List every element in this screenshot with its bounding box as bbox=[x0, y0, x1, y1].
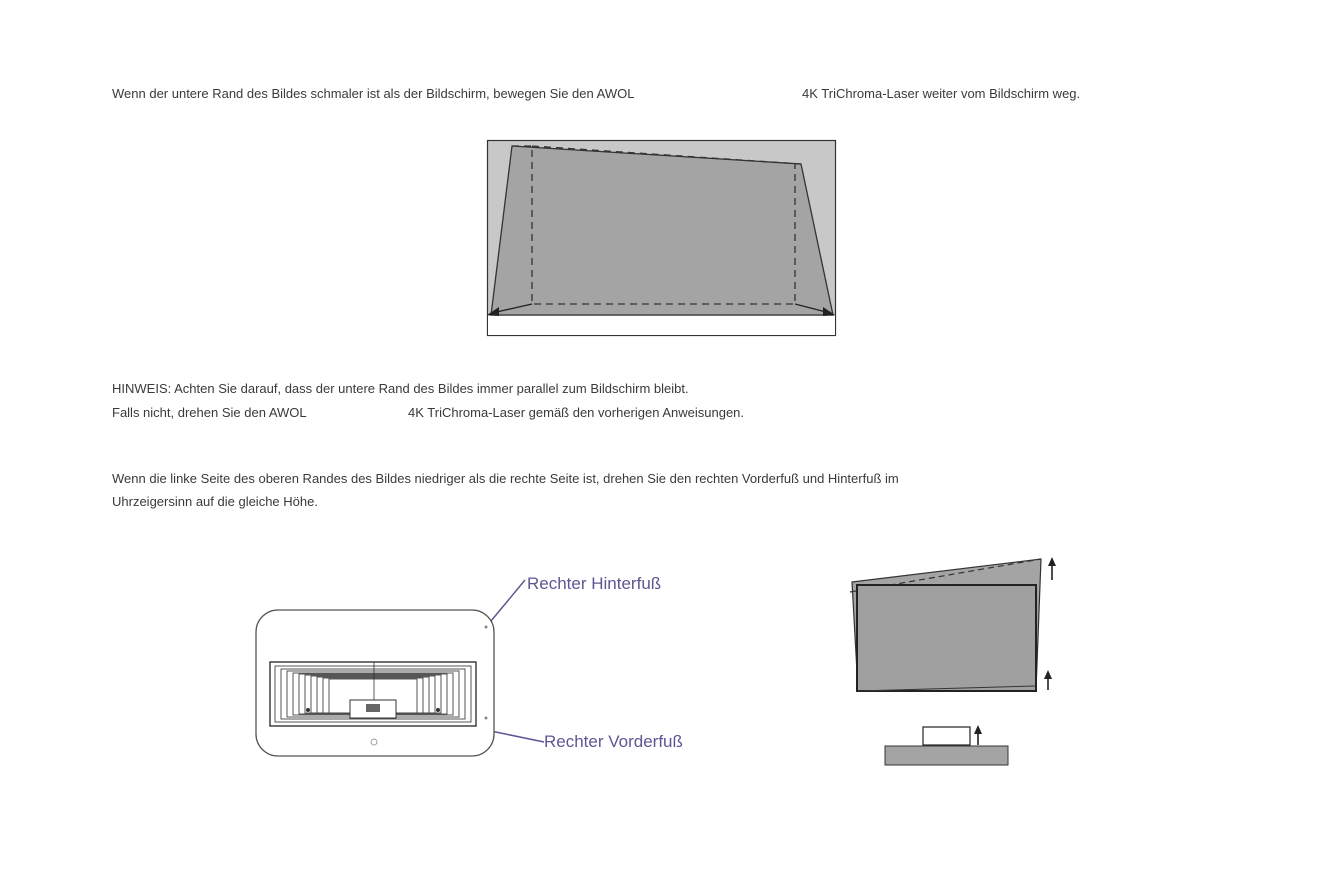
instruction-left-side-line2: Uhrzeigersinn auf die gleiche Höhe. bbox=[112, 494, 318, 509]
instruction-bottom-edge-part2: 4K TriChroma-Laser weiter vom Bildschirm weg. bbox=[802, 86, 1081, 101]
note-line2-part2: 4K TriChroma-Laser gemäß den vorherigen Anweisungen. bbox=[408, 405, 745, 420]
instruction-bottom-edge-part1: Wenn der untere Rand des Bildes schmaler ist als der Bildschirm, bewegen Sie den AWOL bbox=[112, 86, 635, 101]
trapezoid-keystone-diagram bbox=[487, 140, 836, 336]
tilted-image-adjustment-diagram bbox=[846, 556, 1066, 768]
note-line2-part1: Falls nicht, drehen Sie den AWOL bbox=[112, 405, 307, 420]
projector-rear-view-diagram bbox=[250, 570, 550, 760]
instruction-left-side-line1: Wenn die linke Seite des oberen Randes des Bildes niedriger als die rechte Seite ist, drehen Sie den rechten Vorderfuß und Hinterfuß im bbox=[112, 471, 899, 486]
note-line1: HINWEIS: Achten Sie darauf, dass der untere Rand des Bildes immer parallel zum Bildschirm bleibt. bbox=[112, 381, 689, 396]
rear-foot-label: Rechter Hinterfuß bbox=[527, 574, 662, 593]
front-foot-label: Rechter Vorderfuß bbox=[544, 732, 683, 751]
